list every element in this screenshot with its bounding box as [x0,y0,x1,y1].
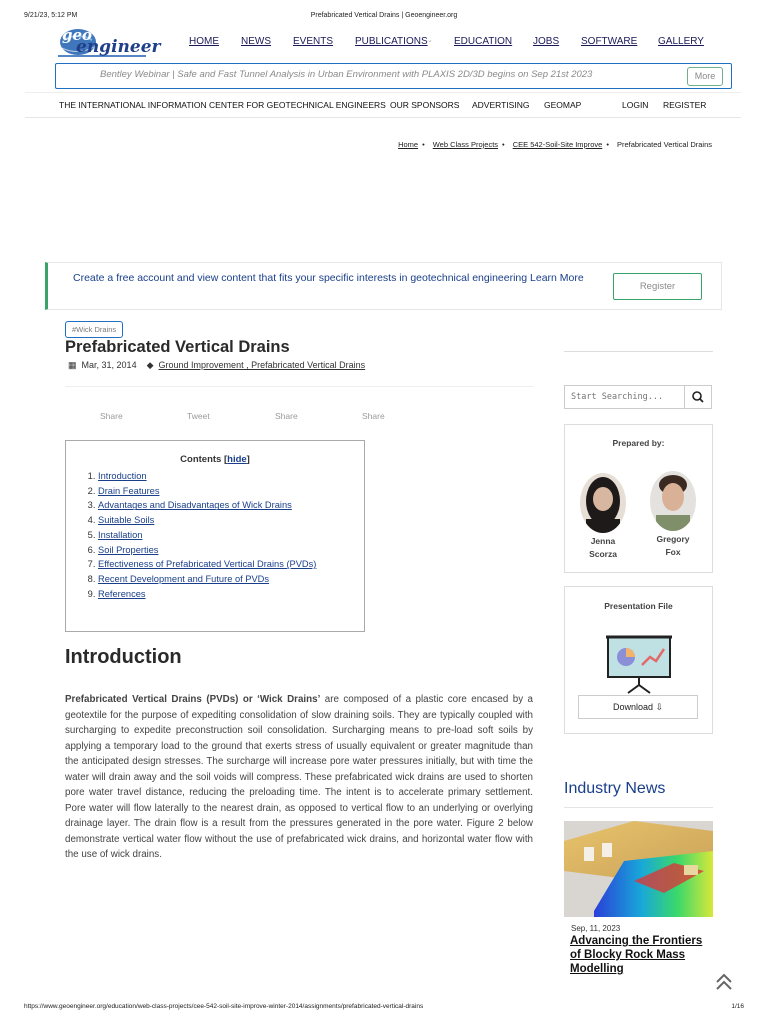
toc-item [98,513,316,528]
nav-home[interactable]: HOME [189,36,219,47]
nav-news[interactable]: NEWS [241,36,271,47]
introduction-body: are composed of a plastic core encased by a geotextile for the purpose of expediting consolidation of slow draining soils. They are typically coupled with surcharging to expedite preconstruction soil consolidation. Surcharging means to pre-load soft soils by applying a temporary load to the ground that exerts stress of usually equivalent or greater magnitude than the anticipated design stresses. The surcharge will increase pore water pressures initially, but with time the water will drain away and the soil voids will compress. These prefabricated wick drains are used to shorten pore water travel distance, reducing the preloading time. The intent is to accelerate primary settlement. Pore water will flow laterally to the nearest drain, as opposed to vertical flow to an underlying or overlying drainage layer. The drain flow is a result from the pressures generated in the pore water. Figure 2 below demonstrate vertical water flow without the use of prefabricated wick drains, and horizontal water flow with the use of wick drains. [65,694,533,860]
toc-item [98,528,316,543]
nav-software[interactable]: SOFTWARE [581,36,638,47]
toc-item [98,498,316,513]
author-card [573,473,633,561]
article-categories[interactable]: Ground Improvement , Prefabricated Vertical Drains [158,360,366,370]
presentation-title: Presentation File [604,601,673,611]
nav-jobs[interactable]: JOBS [533,36,560,47]
toc-link-advantages[interactable]: Advantages and Disadvantages of Wick Drains [98,500,292,511]
toc-link-introduction[interactable]: Introduction [98,471,147,481]
news-date: Sep, 11, 2023 [571,924,621,933]
news-headline-link[interactable]: Advancing the Frontiers of Blocky Rock Mass Modelling [570,935,703,975]
search-icon [685,386,711,408]
prepared-by-panel [564,424,713,573]
breadcrumb-current: Prefabricated Vertical Drains [616,140,712,149]
nav-events[interactable]: EVENTS [293,36,334,47]
logo-text-engineer: engineer [76,37,161,57]
share-linkedin-button[interactable]: Share [275,411,298,421]
subnav-register[interactable]: REGISTER [663,100,707,110]
toc-item [98,543,316,558]
introduction-heading: Introduction [65,646,182,668]
scroll-to-top-icon[interactable] [714,972,734,992]
register-banner [45,262,722,310]
sidebar-divider [564,351,713,352]
news-thumbnail-image[interactable] [564,821,713,917]
search-button[interactable] [684,386,711,408]
author-last-name: Fox [665,547,681,557]
presentation-board-icon [606,633,672,695]
toc-link-references[interactable]: References [98,588,146,599]
article-tag[interactable]: #Wick Drains [65,321,123,338]
divider [65,386,533,387]
search-box [564,385,712,409]
share-email-button[interactable]: Share [362,411,385,421]
toc-item [98,587,316,602]
breadcrumb-home[interactable]: Home [398,140,419,149]
print-page-title: Prefabricated Vertical Drains | Geoengineer.org [310,12,458,19]
webinar-announcement [55,63,732,89]
toc-item [98,484,316,499]
logo-text-geo: geo [62,26,93,44]
print-footer-url: https://www.geoengineer.org/education/web-class-projects/cee-542-soil-site-improve-winter-2014/assignments/prefabricated-vertical-drains [24,1003,424,1010]
geoengineer-logo[interactable] [56,26,161,62]
toc-item [98,557,316,572]
register-button[interactable]: Register [613,273,702,300]
article-title: Prefabricated Vertical Drains [65,338,290,356]
subnav-sponsors[interactable]: OUR SPONSORS [390,100,460,110]
breadcrumb-web-class-projects[interactable]: Web Class Projects [432,140,499,149]
share-facebook-button[interactable]: Share [100,411,123,421]
introduction-paragraph [65,692,533,863]
subnav-info-center[interactable]: THE INTERNATIONAL INFORMATION CENTER FOR GEOTECHNICAL ENGINEERS [59,100,386,110]
subnav-advertising[interactable]: ADVERTISING [472,100,530,110]
table-of-contents [65,440,365,632]
toc-item [98,572,316,587]
subnav-geomap[interactable]: GEOMAP [544,100,582,110]
introduction-lead: Prefabricated Vertical Drains (PVDs) or ‘Wick Drains’ [65,694,321,705]
search-input[interactable] [565,386,685,408]
toc-link-soil-properties[interactable]: Soil Properties [98,544,159,555]
toc-link-recent-development[interactable]: Recent Development and Future of PVDs [98,573,270,584]
toc-list [76,469,316,601]
toc-item [98,469,316,484]
nav-gallery[interactable]: GALLERY [658,36,704,47]
print-datetime: 9/21/23, 5:12 PM [24,12,78,19]
nav-publications[interactable]: PUBLICATIONS [355,36,428,47]
toc-title: Contents [hide] [180,454,250,465]
toc-link-drain-features[interactable]: Drain Features [98,485,160,496]
webinar-more-button[interactable]: More [687,67,723,86]
author-first-name: Gregory [656,534,690,544]
industry-news-divider [564,807,713,808]
chevron-down-icon: ⌄ [427,37,433,44]
subnav-login[interactable]: LOGIN [622,100,649,110]
article-date: Mar, 31, 2014 [81,360,137,370]
toc-link-installation[interactable]: Installation [98,529,143,540]
download-button[interactable]: Download ⇩ [578,695,698,719]
author-first-name: Jenna [590,536,616,546]
breadcrumb-cee542[interactable]: CEE 542-Soil-Site Improve [512,140,603,149]
register-banner-text: Create a free account and view content that fits your specific interests in geotechnical engineering Learn More [73,272,584,284]
toc-link-suitable-soils[interactable]: Suitable Soils [98,515,155,526]
author-avatar [580,473,626,533]
toc-link-effectiveness[interactable]: Effectiveness of Prefabricated Vertical Drains (PVDs) [98,559,317,570]
secondary-nav [25,92,741,118]
toc-hide-link[interactable]: hide [227,454,247,465]
industry-news-title: Industry News [564,780,666,797]
presentation-panel [564,586,713,734]
breadcrumb: Home • Web Class Projects • CEE 542-Soil-Site Improve • Prefabricated Vertical Drains [398,140,712,149]
author-card [643,471,703,559]
print-page-number: 1/16 [731,1003,744,1010]
webinar-text: Bentley Webinar | Safe and Fast Tunnel Analysis in Urban Environment with PLAXIS 2D/3D begins on Sep 21st 2023 [100,69,593,80]
calendar-icon: ▦ [68,360,77,370]
share-tweet-button[interactable]: Tweet [187,411,210,421]
tag-icon: ◆ [146,360,154,370]
article-meta [68,360,365,371]
learn-more-link[interactable]: Learn More [530,272,584,284]
author-last-name: Scorza [589,549,617,559]
download-icon: ⇩ [655,702,664,712]
author-avatar [650,471,696,531]
nav-education[interactable]: EDUCATION [454,36,513,47]
prepared-by-title: Prepared by: [612,438,665,448]
